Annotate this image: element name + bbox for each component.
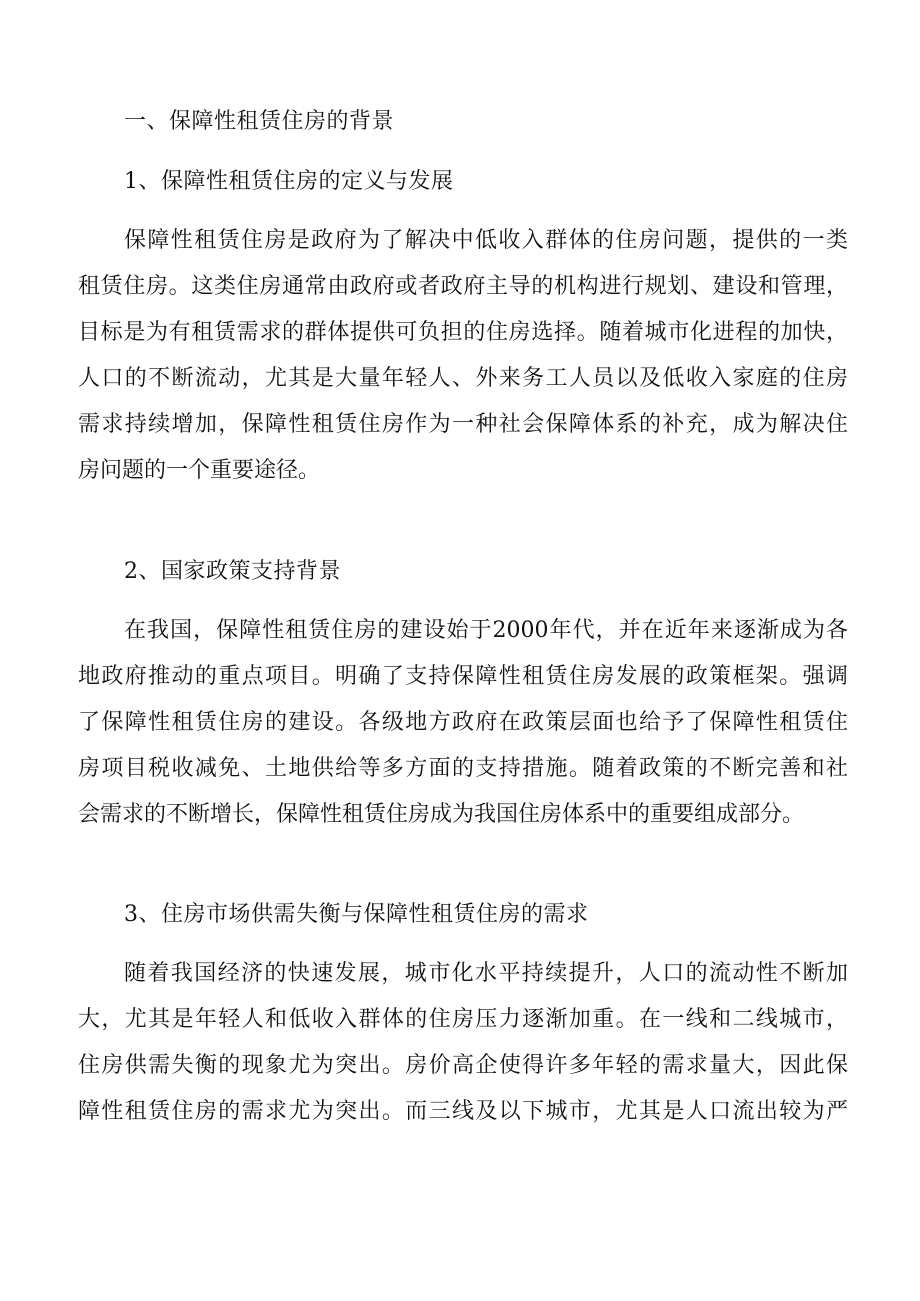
- paragraph-line: 在我国，保障性租赁住房的建设始于2000年代，并在近年来逐渐成为各: [124, 618, 848, 643]
- paragraph-line: 了保障性租赁住房的建设。各级地方政府在政策层面也给予了保障性租赁住: [78, 710, 848, 735]
- paragraph-line: 大，尤其是年轻人和低收入群体的住房压力逐渐加重。在一线和二线城市，: [78, 1007, 848, 1032]
- paragraph-line: 房问题的一个重要途径。: [78, 458, 321, 483]
- paragraph-line: 保障性租赁住房是政府为了解决中低收入群体的住房问题，提供的一类: [124, 228, 848, 253]
- paragraph-line: 人口的不断流动，尤其是大量年轻人、外来务工人员以及低收入家庭的住房: [78, 366, 848, 391]
- paragraph-line: 房项目税收减免、土地供给等多方面的支持措施。随着政策的不断完善和社: [78, 756, 848, 781]
- paragraph-line: 需求持续增加，保障性租赁住房作为一种社会保障体系的补充，成为解决住: [78, 412, 848, 437]
- paragraph-line: 会需求的不断增长，保障性租赁住房成为我国住房体系中的重要组成部分。: [78, 802, 805, 827]
- paragraph-policy: [78, 608, 848, 838]
- paragraph-line: 租赁住房。这类住房通常由政府或者政府主导的机构进行规划、建设和管理，: [78, 274, 848, 299]
- section-heading-definition: 1、保障性租赁住房的定义与发展: [124, 169, 454, 194]
- paragraph-line: 随着我国经济的快速发展，城市化水平持续提升，人口的流动性不断加: [124, 961, 848, 986]
- section-heading-market: 3、住房市场供需失衡与保障性租赁住房的需求: [124, 902, 589, 927]
- paragraph-definition: [78, 218, 848, 494]
- paragraph-line: 障性租赁住房的需求尤为突出。而三线及以下城市，尤其是人口流出较为严: [78, 1099, 848, 1124]
- paragraph-line: 地政府推动的重点项目。明确了支持保障性租赁住房发展的政策框架。强调: [78, 664, 848, 689]
- paragraph-market: [78, 951, 848, 1135]
- section-heading-background: 一、保障性租赁住房的背景: [124, 109, 395, 134]
- paragraph-line: 目标是为有租赁需求的群体提供可负担的住房选择。随着城市化进程的加快，: [78, 320, 848, 345]
- paragraph-line: 住房供需失衡的现象尤为突出。房价高企使得许多年轻的需求量大，因此保: [78, 1053, 848, 1078]
- section-heading-policy: 2、国家政策支持背景: [124, 559, 341, 584]
